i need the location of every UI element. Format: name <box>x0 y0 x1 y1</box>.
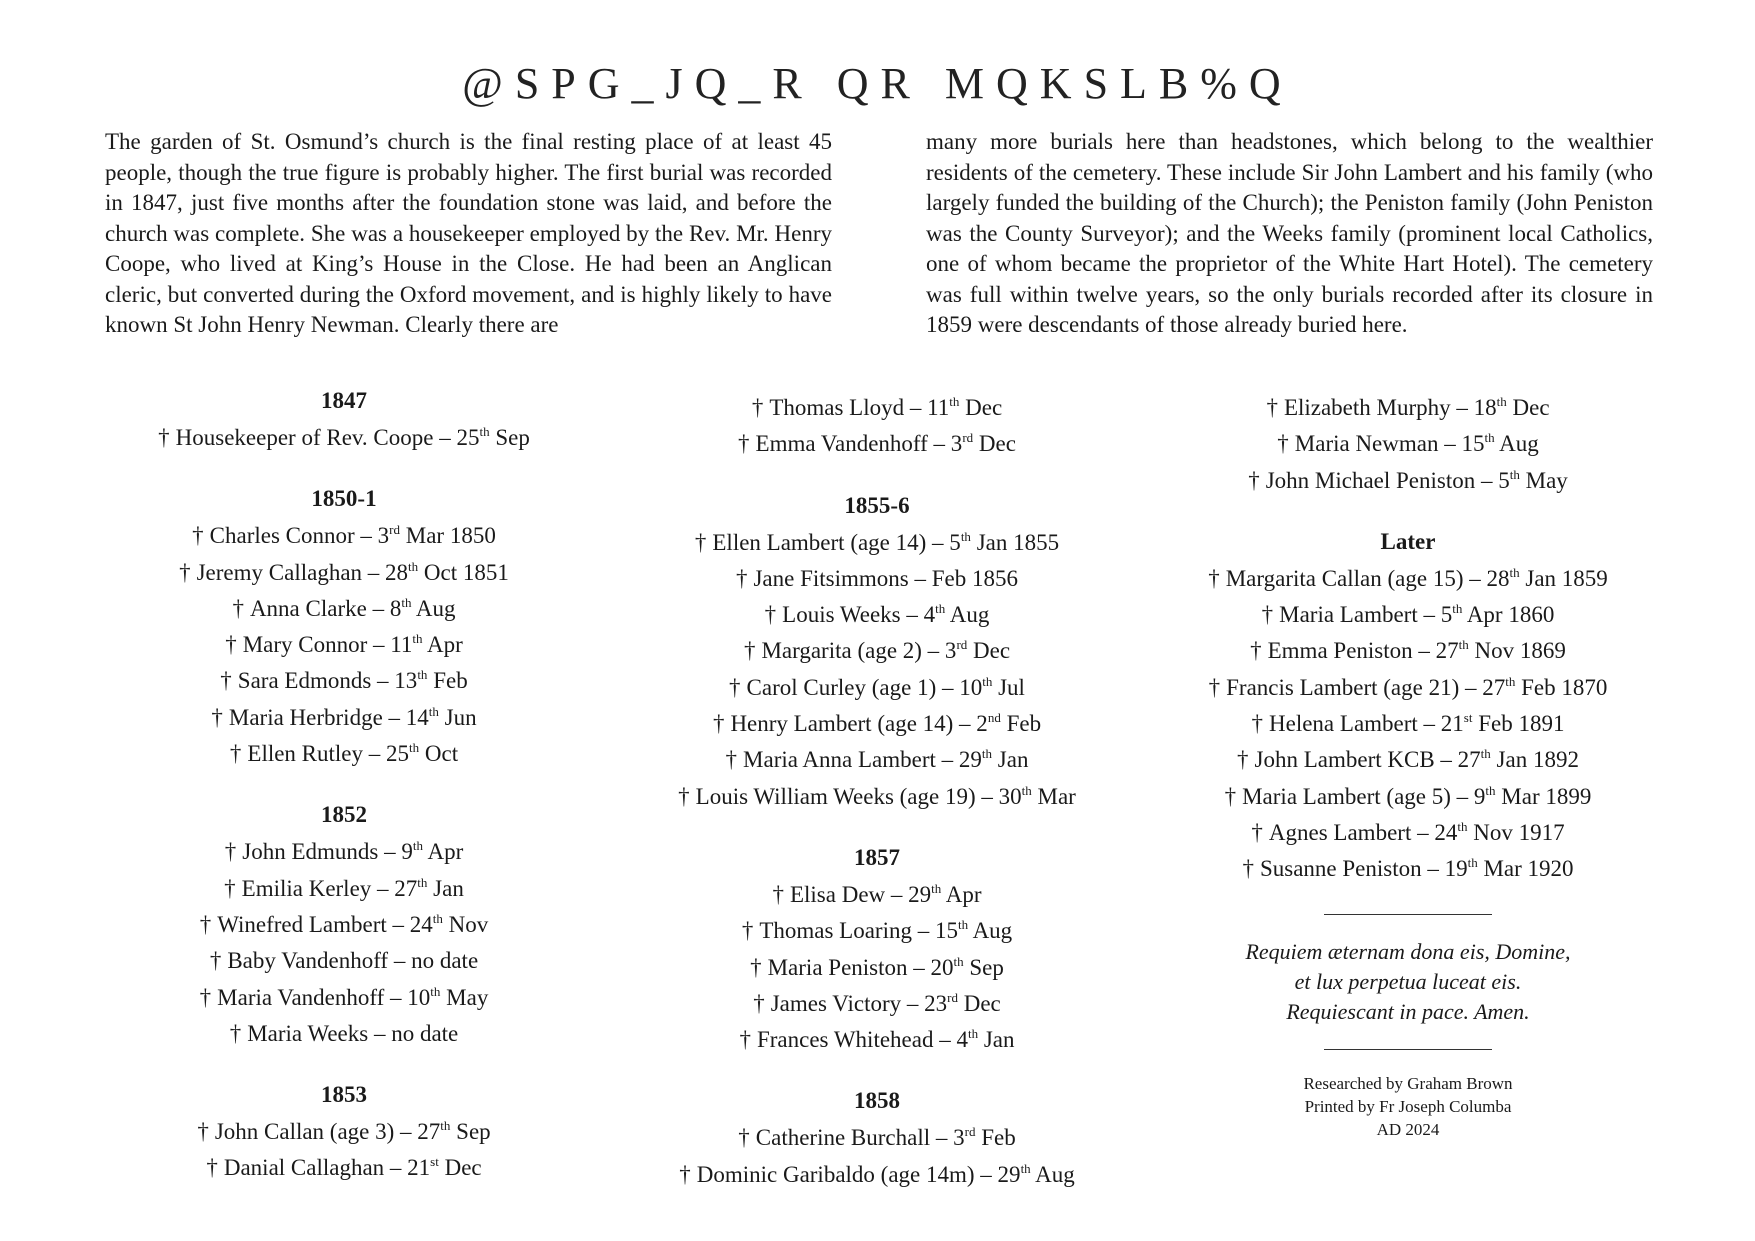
cross-icon: † <box>772 881 784 907</box>
prayer-line-2: et lux perpetua luceat eis. <box>1294 968 1522 994</box>
cross-icon: † <box>1208 674 1221 700</box>
cross-icon: † <box>1251 819 1263 845</box>
cross-icon: † <box>764 602 777 628</box>
intro-text <box>105 127 1653 341</box>
burial-name-date: Elisa Dew – 29 <box>789 881 932 907</box>
burial-entry <box>84 980 604 1016</box>
burial-entry <box>617 1022 1137 1058</box>
burial-date-rest: Aug <box>1494 431 1539 457</box>
ordinal-suffix: th <box>417 667 428 683</box>
burial-date-rest: Dec <box>967 638 1011 664</box>
ordinal-suffix: th <box>949 394 960 409</box>
burial-entry <box>617 877 1137 913</box>
burial-date-rest: Dec <box>1506 395 1550 420</box>
burial-date-rest: Jan <box>978 1027 1015 1053</box>
burial-name-date: Jeremy Callaghan – 28 <box>196 559 409 585</box>
burial-date-rest: Feb 1891 <box>1472 711 1565 737</box>
ordinal-suffix: th <box>982 673 993 689</box>
burial-name-date: Winefred Lambert – 24 <box>217 911 433 937</box>
burial-entry <box>84 907 604 943</box>
cross-icon: † <box>741 918 754 944</box>
cross-icon: † <box>220 668 232 694</box>
cross-icon: † <box>1208 565 1220 591</box>
ordinal-suffix: th <box>432 910 443 926</box>
burial-name-date: John Lambert KCB – 27 <box>1254 747 1481 773</box>
cross-icon: † <box>1261 602 1274 628</box>
burial-name-date: Ellen Lambert (age 14) – 5 <box>712 529 961 555</box>
ordinal-suffix: th <box>1457 818 1468 834</box>
burial-date-rest: Oct 1851 <box>418 559 509 585</box>
burial-date-rest: Jan 1855 <box>970 529 1060 555</box>
burial-date-rest: Jan <box>427 875 464 901</box>
cross-icon: † <box>738 431 750 457</box>
burial-name-date: Catherine Burchall – 3 <box>755 1125 965 1151</box>
burial-date-rest: Nov <box>442 911 489 937</box>
burial-name-date: James Victory – 23 <box>770 990 948 1016</box>
burial-name-date: Emma Vandenhoff – 3 <box>755 431 963 457</box>
cross-icon: † <box>199 984 212 1010</box>
ordinal-suffix: th <box>1509 466 1520 482</box>
burial-name-date: Jane Fitsimmons – Feb 1856 <box>753 565 1018 591</box>
burial-name-date: Maria Anna Lambert – 29 <box>743 747 982 773</box>
burial-name-date: Agnes Lambert – 24 <box>1268 819 1458 845</box>
divider-bottom <box>1324 1049 1492 1050</box>
ordinal-suffix: st <box>1463 710 1473 726</box>
year-group <box>1148 525 1668 888</box>
burial-name-date: Maria Vandenhoff – 10 <box>217 984 431 1010</box>
burial-column-1 <box>84 384 604 1213</box>
burial-name-date: Susanne Peniston – 19 <box>1259 856 1468 882</box>
cross-icon: † <box>224 839 237 865</box>
burial-entry <box>1148 779 1668 815</box>
ordinal-suffix: th <box>1021 782 1032 798</box>
burial-entry <box>1148 706 1668 742</box>
year-group <box>84 1078 604 1187</box>
ordinal-suffix: th <box>960 528 971 544</box>
ordinal-suffix: rd <box>947 989 958 1005</box>
ordinal-suffix: th <box>1509 564 1520 580</box>
credit-date: AD 2024 <box>1376 1119 1440 1139</box>
burial-name-date: Maria Peniston – 20 <box>767 954 954 980</box>
year-heading: 1857 <box>854 844 900 870</box>
burial-entry <box>617 670 1137 706</box>
cross-icon: † <box>199 911 212 937</box>
year-group <box>617 1084 1137 1193</box>
burial-date-rest: Apr <box>422 632 463 658</box>
ordinal-suffix: th <box>953 953 964 969</box>
burial-entry <box>1148 851 1668 887</box>
burial-entry <box>84 871 604 907</box>
burial-name-date: Carol Curley (age 1) – 10 <box>746 674 983 700</box>
burial-date-rest: Feb <box>427 668 468 694</box>
year-group <box>84 798 604 1052</box>
page-title: @SPG_JQ_R QR MQKSLB%Q <box>462 59 1293 108</box>
burial-name-date: Sara Edmonds – 13 <box>237 668 418 694</box>
burial-date-rest: Jul <box>992 674 1025 700</box>
burial-name-date: Charles Connor – 3 <box>209 523 390 549</box>
burial-entry <box>617 426 1137 462</box>
burial-date-rest: Dec <box>959 395 1003 420</box>
burial-entry <box>84 420 604 456</box>
burial-entry <box>617 525 1137 561</box>
burial-entry <box>1148 426 1668 462</box>
cross-icon: † <box>1224 783 1237 809</box>
burial-date-rest: Sep <box>963 954 1004 980</box>
year-heading: 1853 <box>321 1082 367 1108</box>
year-heading: 1852 <box>321 802 367 828</box>
cross-icon: † <box>678 783 690 809</box>
ordinal-suffix: th <box>401 594 412 610</box>
burial-date-rest: Aug <box>411 595 456 621</box>
burial-name-date: Henry Lambert (age 14) – 2 <box>730 711 988 737</box>
cross-icon: † <box>192 523 204 549</box>
burial-name-date: Maria Lambert – 5 <box>1279 602 1453 628</box>
ordinal-suffix: th <box>1505 673 1516 689</box>
burial-entry <box>1148 597 1668 633</box>
burial-date-rest: Sep <box>489 425 530 450</box>
burial-entry <box>617 390 1137 426</box>
burial-date-rest: Mar 1850 <box>400 523 496 549</box>
burial-name-date: Ellen Rutley – 25 <box>247 741 410 767</box>
year-group <box>617 841 1137 1058</box>
burial-entry <box>617 1157 1137 1193</box>
burial-name-date: Housekeeper of Rev. Coope – 25 <box>175 425 480 450</box>
cross-icon: † <box>735 565 748 591</box>
burial-entry <box>84 663 604 699</box>
cross-icon: † <box>739 1027 751 1053</box>
cross-icon: † <box>1242 856 1254 882</box>
burial-date-rest: Jun <box>438 704 477 730</box>
burial-entry <box>1148 742 1668 778</box>
ordinal-suffix: rd <box>389 522 401 538</box>
burial-name-date: Frances Whitehead – 4 <box>756 1027 968 1053</box>
cross-icon: † <box>753 990 765 1016</box>
burial-entry <box>1148 463 1668 499</box>
cross-icon: † <box>1248 467 1260 493</box>
burial-entry <box>84 736 604 772</box>
ordinal-suffix: th <box>1485 782 1496 798</box>
burial-name-date: Mary Connor – 11 <box>242 632 413 658</box>
burial-entry <box>84 591 604 627</box>
burial-entry <box>617 950 1137 986</box>
burial-date-rest: Feb 1870 <box>1515 674 1608 700</box>
burial-name-date: Emma Peniston – 27 <box>1267 638 1459 664</box>
burial-name-date: Thomas Loaring – 15 <box>759 918 958 944</box>
ordinal-suffix: nd <box>987 710 1001 726</box>
burial-name-date: John Edmunds – 9 <box>242 839 413 865</box>
burial-entry <box>84 1114 604 1150</box>
burial-entry <box>617 986 1137 1022</box>
burial-name-date: Emilia Kerley – 27 <box>241 875 418 901</box>
ordinal-suffix: th <box>428 703 439 719</box>
burial-date-rest: Sep <box>450 1119 491 1145</box>
burial-entry <box>1148 633 1668 669</box>
cross-icon: † <box>751 395 764 420</box>
ordinal-suffix: th <box>430 983 441 999</box>
burial-date-rest: Mar <box>1031 783 1076 809</box>
ordinal-suffix: st <box>430 1154 439 1170</box>
burial-date-rest: Mar 1899 <box>1495 783 1592 809</box>
burial-name-date: John Callan (age 3) – 27 <box>214 1119 441 1145</box>
burial-entry <box>1148 390 1668 426</box>
burial-date-rest: Dec <box>438 1155 482 1181</box>
burial-entry <box>617 597 1137 633</box>
burial-name-date: Dominic Garibaldo (age 14m) – 29 <box>696 1161 1021 1187</box>
cross-icon: † <box>738 1125 750 1151</box>
burial-name-date: Maria Herbridge – 14 <box>228 704 429 730</box>
intro-paragraph-right: many more burials here than headstones, which belong to the wealthier residents of the cemetery. These include Sir John Lambert and his family (who largely funded the building of the Church); the Peniston family (John Peniston was the County Surveyor); and the Weeks family (prominent local Catholics, one of whom became the proprietor of the White Hart Hotel). The cemetery was full within twelve years, so the only burials recorded after its closure in 1859 were descendants of those already buried here. <box>926 129 1653 337</box>
cross-icon: † <box>729 674 741 700</box>
cross-icon: † <box>1250 638 1262 664</box>
divider-top <box>1324 914 1492 915</box>
year-heading: Later <box>1380 528 1436 554</box>
burial-name-date: Margarita (age 2) – 3 <box>761 638 957 664</box>
burial-name-date: Maria Newman – 15 <box>1294 431 1485 457</box>
year-heading: 1855-6 <box>844 492 910 518</box>
cross-icon: † <box>197 1119 209 1145</box>
cross-icon: † <box>225 632 237 658</box>
ordinal-suffix: th <box>935 601 946 617</box>
ordinal-suffix: th <box>479 424 490 439</box>
ordinal-suffix: th <box>981 746 993 762</box>
cross-icon: † <box>229 1020 242 1046</box>
burial-entry <box>84 627 604 663</box>
burial-entry <box>617 779 1137 815</box>
burial-entry <box>617 1120 1137 1156</box>
year-group <box>84 384 604 456</box>
year-heading: 1850-1 <box>311 486 377 512</box>
burial-name-date: Louis Weeks – 4 <box>782 602 936 628</box>
burial-entry <box>84 555 604 591</box>
burial-date-rest: Apr 1860 <box>1462 602 1555 628</box>
burial-date-rest: Aug <box>1030 1161 1075 1187</box>
ordinal-suffix: th <box>409 740 420 756</box>
ordinal-suffix: th <box>1458 637 1469 653</box>
burial-entry <box>84 1150 604 1186</box>
burial-entry <box>617 633 1137 669</box>
burial-name-date: Maria Weeks – no date <box>247 1020 459 1046</box>
burial-name-date: Baby Vandenhoff – no date <box>227 948 479 974</box>
ordinal-suffix: rd <box>964 1124 976 1140</box>
burial-date-rest: Nov 1917 <box>1467 819 1565 845</box>
credit-researched: Researched by Graham Brown <box>1303 1073 1513 1093</box>
cross-icon: † <box>743 638 756 664</box>
burial-date-rest: May <box>440 984 489 1010</box>
credit-printed: Printed by Fr Joseph Columba <box>1304 1096 1512 1116</box>
burial-name-date: Maria Lambert (age 5) – 9 <box>1242 783 1486 809</box>
year-group <box>617 489 1137 815</box>
cross-icon: † <box>179 559 191 585</box>
burial-date-rest: Aug <box>945 602 990 628</box>
cross-icon: † <box>725 747 738 773</box>
burial-name-date: Anna Clarke – 8 <box>249 595 402 621</box>
cross-icon: † <box>1277 431 1289 457</box>
ordinal-suffix: th <box>412 838 423 854</box>
burial-date-rest: Jan 1892 <box>1490 747 1579 773</box>
year-group <box>1148 390 1668 499</box>
cross-icon: † <box>694 529 707 555</box>
burial-date-rest: May <box>1519 467 1568 493</box>
cross-icon: † <box>232 595 244 621</box>
burial-entry <box>617 561 1137 597</box>
ordinal-suffix: th <box>1452 601 1463 617</box>
cross-icon: † <box>1237 747 1249 773</box>
ordinal-suffix: th <box>1496 394 1507 409</box>
cross-icon: † <box>209 948 222 974</box>
burial-entry <box>84 1016 604 1052</box>
burial-name-date: Margarita Callan (age 15) – 28 <box>1225 565 1510 591</box>
burial-name-date: Danial Callaghan – 21 <box>223 1155 431 1181</box>
ordinal-suffix: th <box>967 1026 979 1042</box>
year-group <box>617 390 1137 463</box>
ordinal-suffix: th <box>1467 855 1478 871</box>
latin-prayer <box>1148 937 1668 1027</box>
burial-entry <box>84 943 604 979</box>
burial-entry <box>84 518 604 554</box>
burial-date-rest: Apr <box>941 881 982 907</box>
cross-icon: † <box>224 875 236 901</box>
year-heading: 1847 <box>321 388 367 413</box>
cross-icon: † <box>229 741 242 767</box>
burial-name-date: Louis William Weeks (age 19) – 30 <box>695 783 1022 809</box>
prayer-line-3: Requiescant in pace. Amen. <box>1286 998 1530 1024</box>
burial-name-date: Elizabeth Murphy – 18 <box>1283 395 1497 420</box>
burial-entry <box>1148 670 1668 706</box>
ordinal-suffix: th <box>1484 430 1495 446</box>
cross-icon: † <box>206 1155 218 1181</box>
ordinal-suffix: th <box>408 558 419 574</box>
burial-entry <box>84 700 604 736</box>
cross-icon: † <box>211 704 223 730</box>
ordinal-suffix: th <box>957 917 969 933</box>
ordinal-suffix: rd <box>962 430 974 446</box>
burial-date-rest: Jan <box>992 747 1029 773</box>
burial-entry <box>617 706 1137 742</box>
prayer-line-1: Requiem æternam dona eis, Domine, <box>1245 938 1571 964</box>
cross-icon: † <box>712 711 725 737</box>
burial-entry <box>1148 561 1668 597</box>
burial-column-2 <box>617 390 1137 1219</box>
credits <box>1148 1072 1668 1141</box>
burial-date-rest: Nov 1869 <box>1468 638 1566 664</box>
intro-paragraph-left: The garden of St. Osmund’s church is the final resting place of at least 45 people, though the true figure is probably higher. The first burial was recorded in 1847, just five months after the foundation stone was laid, and before the church was complete. She was a housekeeper employed by the Rev. Mr. Henry Coope, who lived at King’s House in the Close. He had been an Anglican cleric, but converted during the Oxford movement, and is highly likely to have known St John Henry Newman. Clearly there are <box>105 129 832 337</box>
cross-icon: † <box>750 954 762 980</box>
cross-icon: † <box>679 1161 691 1187</box>
burial-date-rest: Apr <box>422 839 464 865</box>
burial-name-date: Francis Lambert (age 21) – 27 <box>1226 674 1506 700</box>
burial-entry <box>617 742 1137 778</box>
cross-icon: † <box>1266 395 1278 420</box>
ordinal-suffix: th <box>1480 746 1491 762</box>
burial-date-rest: Aug <box>968 918 1013 944</box>
ordinal-suffix: th <box>412 631 423 647</box>
burial-date-rest: Mar 1920 <box>1477 856 1574 882</box>
burial-date-rest: Jan 1859 <box>1519 565 1608 591</box>
burial-date-rest: Feb <box>975 1125 1016 1151</box>
ordinal-suffix: rd <box>956 637 968 653</box>
burial-date-rest: Oct <box>419 741 459 767</box>
burial-date-rest: Dec <box>973 431 1016 457</box>
year-heading: 1858 <box>854 1088 900 1114</box>
ordinal-suffix: th <box>417 874 428 890</box>
burial-date-rest: Dec <box>957 990 1001 1016</box>
ordinal-suffix: th <box>1020 1160 1031 1176</box>
burial-entry <box>617 913 1137 949</box>
burial-entry <box>84 834 604 870</box>
burial-name-date: Helena Lambert – 21 <box>1269 711 1464 737</box>
year-group <box>84 482 604 772</box>
ordinal-suffix: th <box>931 880 942 896</box>
burial-name-date: Thomas Lloyd – 11 <box>769 395 950 420</box>
cross-icon: † <box>158 425 170 450</box>
burial-name-date: John Michael Peniston – 5 <box>1265 467 1510 493</box>
burial-entry <box>1148 815 1668 851</box>
cross-icon: † <box>1251 711 1264 737</box>
ordinal-suffix: th <box>440 1118 451 1134</box>
burial-date-rest: Feb <box>1000 711 1042 737</box>
burial-column-3 <box>1148 390 1668 1141</box>
